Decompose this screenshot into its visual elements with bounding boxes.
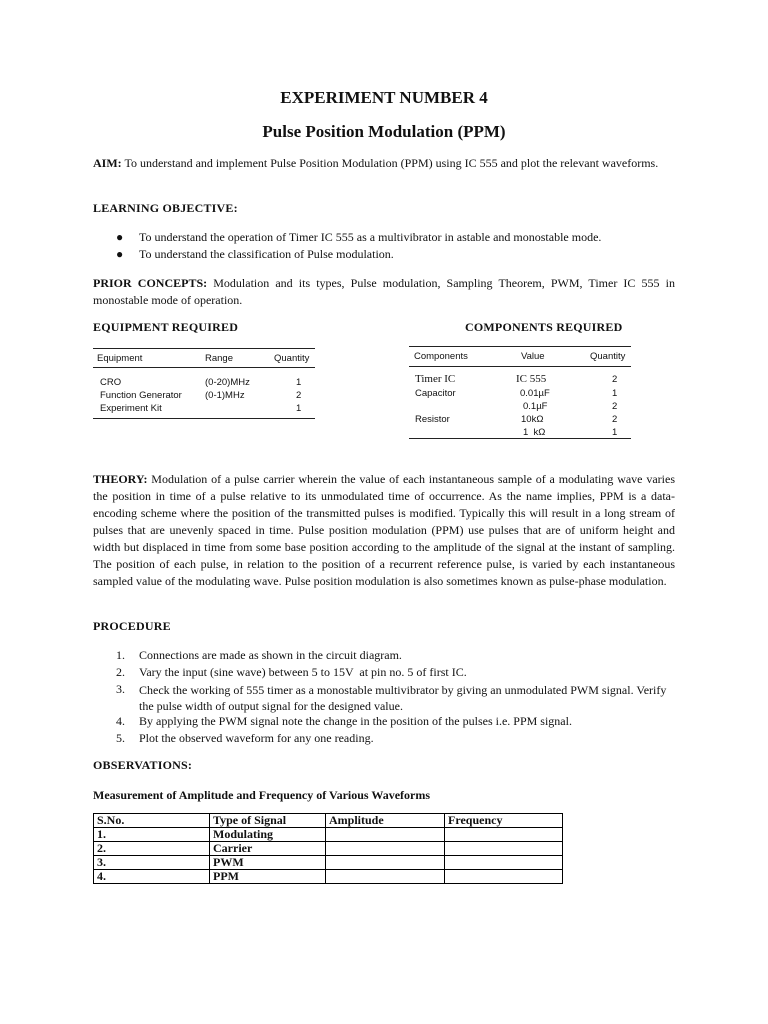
components-header-quantity: Quantity — [590, 351, 626, 362]
table-cell: 1 kΩ — [523, 427, 546, 438]
header-frequency: Frequency — [445, 814, 563, 828]
table-cell: Modulating — [210, 828, 326, 842]
aim-paragraph — [93, 155, 675, 172]
prior-concepts-label: PRIOR CONCEPTS: — [93, 276, 208, 290]
experiment-subtitle: Pulse Position Modulation (PPM) — [262, 122, 506, 141]
aim-text: To understand and implement Pulse Position Modulation (PPM) using IC 555 and plot the relevant waveforms. — [121, 156, 659, 170]
table-cell — [445, 870, 563, 884]
bullet-icon: ● — [116, 230, 124, 244]
list-item: To understand the operation of Timer IC 555 as a multivibrator in astable and monostable mode. — [139, 230, 602, 244]
table-cell: 1 — [612, 388, 618, 399]
table-cell: Capacitor — [415, 388, 456, 399]
table-cell: 1 — [296, 403, 302, 414]
header-sno: S.No. — [94, 814, 210, 828]
experiment-title: EXPERIMENT NUMBER 4 — [280, 88, 488, 107]
header-type-of-signal: Type of Signal — [210, 814, 326, 828]
table-row — [94, 856, 563, 870]
list-item: Plot the observed waveform for any one reading. — [139, 731, 374, 745]
table-row — [94, 828, 563, 842]
table-cell: PPM — [210, 870, 326, 884]
equipment-heading: EQUIPMENT REQUIRED — [93, 320, 239, 334]
table-top-rule — [409, 346, 631, 347]
table-cell — [326, 828, 445, 842]
list-item: Vary the input (sine wave) between 5 to 15V at pin no. 5 of first IC. — [139, 665, 467, 679]
table-cell: Resistor — [415, 414, 450, 425]
equipment-header-range: Range — [205, 353, 233, 364]
components-heading: COMPONENTS REQUIRED — [465, 320, 623, 334]
table-top-rule — [93, 348, 315, 349]
step-number: 2. — [116, 665, 125, 679]
table-cell: IC 555 — [516, 373, 547, 385]
components-header-value: Value — [521, 351, 545, 362]
table-cell: 2 — [296, 390, 302, 401]
list-item: Check the working of 555 timer as a monostable multivibrator by giving an unmodulated PWM signal. Verify the pulse width of output signal for the designed value. — [139, 683, 667, 713]
table-cell: (0-20)MHz — [205, 377, 250, 388]
table-cell: 1. — [94, 828, 210, 842]
table-cell: 3. — [94, 856, 210, 870]
list-item: Connections are made as shown in the circuit diagram. — [139, 648, 402, 662]
table-cell: 4. — [94, 870, 210, 884]
table-row — [94, 842, 563, 856]
aim-label: AIM: — [93, 156, 122, 170]
table-cell: (0-1)MHz — [205, 390, 245, 401]
table-cell: Timer IC — [415, 373, 456, 385]
header-amplitude: Amplitude — [326, 814, 445, 828]
equipment-header-equipment: Equipment — [97, 353, 143, 364]
step-number: 5. — [116, 731, 125, 745]
prior-concepts-paragraph — [93, 275, 675, 309]
table-cell — [445, 828, 563, 842]
table-cell: 2 — [612, 414, 618, 425]
table-cell: Function Generator — [100, 390, 182, 401]
table-header-rule — [93, 367, 315, 368]
observations-heading: OBSERVATIONS: — [93, 758, 193, 772]
theory-label: THEORY: — [93, 472, 148, 486]
table-cell — [326, 856, 445, 870]
table-cell — [445, 842, 563, 856]
equipment-header-quantity: Quantity — [274, 353, 310, 364]
table-header-row — [94, 814, 563, 828]
table-cell: 10kΩ — [521, 414, 544, 425]
table-cell — [326, 870, 445, 884]
theory-paragraph — [93, 471, 675, 590]
table-header-rule — [409, 366, 631, 367]
table-cell — [445, 856, 563, 870]
table-bottom-rule — [409, 438, 631, 439]
step-number: 3. — [116, 682, 125, 696]
table-cell: Carrier — [210, 842, 326, 856]
theory-text: Modulation of a pulse carrier wherein the value of each instantaneous sample of a modulating wave varies the position in time of a pulse relative to its unmodulated time of occurrence. As the name implies, PPM is a data-encoding scheme where the position of the transmitted pulses is modified. Typically this will result in a long stream of pulses that are unevenly spaced in time. Pulse position modulation (PPM) use pulses that are of uniform height and width but displaced in time from some base position according to the amplitude of the signal at the instant of sampling. The position of each pulse, in relation to the position of a recurrent reference pulse, is varied by each instantaneous sampled value of the modulating wave. Pulse position modulation is also sometimes known as pulse-phase modulation. — [93, 472, 675, 588]
table-row — [94, 870, 563, 884]
table-cell: 1 — [612, 427, 618, 438]
table-cell: Experiment Kit — [100, 403, 162, 414]
observations-table-title: Measurement of Amplitude and Frequency of Various Waveforms — [93, 788, 431, 802]
table-cell — [326, 842, 445, 856]
table-cell: 2 — [612, 401, 618, 412]
table-cell: 0.01µF — [520, 388, 550, 399]
prior-concepts-text: Modulation and its types, Pulse modulation, Sampling Theorem, PWM, Timer IC 555 in monostable mode of operation. — [93, 276, 675, 307]
table-cell: 0.1µF — [523, 401, 548, 412]
table-cell: CRO — [100, 377, 122, 388]
table-cell: 2 — [612, 374, 618, 385]
table-bottom-rule — [93, 418, 315, 419]
learning-objective-heading: LEARNING OBJECTIVE: — [93, 201, 238, 215]
bullet-icon: ● — [116, 247, 124, 261]
procedure-heading: PROCEDURE — [93, 619, 171, 633]
table-cell: 1 — [296, 377, 302, 388]
table-cell: 2. — [94, 842, 210, 856]
step-number: 1. — [116, 648, 125, 662]
list-item: To understand the classification of Pulse modulation. — [139, 247, 394, 261]
step-number: 4. — [116, 714, 125, 728]
list-item: By applying the PWM signal note the change in the position of the pulses i.e. PPM signal. — [139, 714, 572, 728]
components-header-components: Components — [414, 351, 468, 362]
observations-table — [93, 813, 563, 884]
table-cell: PWM — [210, 856, 326, 870]
